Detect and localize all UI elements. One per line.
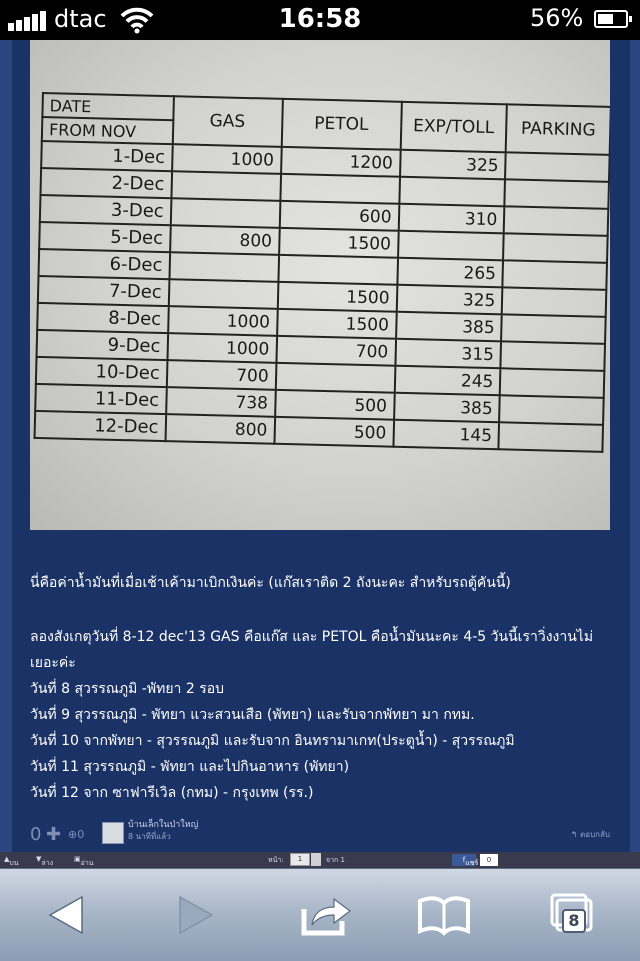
cell-parking <box>505 179 609 209</box>
cell-parking <box>499 422 603 452</box>
page-select[interactable]: 1 <box>290 853 310 866</box>
scroll-top-button[interactable]: ▲ บน <box>4 855 19 867</box>
cell-gas: 700 <box>166 360 276 390</box>
cell-petol <box>280 174 400 204</box>
cell-date: 11-Dec <box>35 384 166 414</box>
post-line: ลองสังเกตุวันที่ 8-12 dec'13 GAS คือแก๊ส และ PETOL คือน้ำมันนะคะ 4-5 วันนี้เราวิ่งงานไม่ <box>30 629 594 645</box>
webpage[interactable] <box>0 40 640 868</box>
header-petol: PETOL <box>281 99 401 150</box>
cell-parking <box>503 260 607 290</box>
cell-gas: 800 <box>170 225 280 255</box>
post-line: วันที่ 12 จาก ซาฟารีเวิล (กทม) - กรุงเทพ (รร.) <box>30 785 314 801</box>
cell-gas: 1000 <box>168 306 278 336</box>
cell-petol: 500 <box>275 390 395 420</box>
tabs-button[interactable] <box>544 887 600 943</box>
cell-date: 3-Dec <box>40 195 171 225</box>
reply-button[interactable]: ↰ ตอบกลับ <box>570 830 610 839</box>
battery-icon <box>594 10 628 28</box>
cell-gas <box>171 171 281 201</box>
cell-parking <box>500 368 604 398</box>
cell-petol: 500 <box>274 417 394 447</box>
cell-exp <box>398 231 504 261</box>
page-margin-left <box>0 40 19 868</box>
vote-count: 0 <box>30 824 42 845</box>
cell-date: 2-Dec <box>40 168 171 198</box>
cell-petol: 600 <box>279 201 399 231</box>
header-date: DATE <box>42 93 173 120</box>
page-total: จาก 1 <box>326 856 345 864</box>
share-icon <box>298 887 354 943</box>
cell-exp: 310 <box>398 204 504 234</box>
post-body <box>30 570 630 806</box>
cell-gas <box>170 198 280 228</box>
cell-petol: 1500 <box>277 282 397 312</box>
post-meta <box>30 820 610 850</box>
post-line: วันที่ 11 สุวรรณภูมิ - พัทยา และไปกินอาหาร (พัทยา) <box>30 759 350 775</box>
post-time: 8 นาทีที่แล้ว <box>128 832 171 841</box>
cell-exp: 325 <box>400 150 506 180</box>
cell-date: 1-Dec <box>41 141 172 171</box>
back-arrow-icon <box>44 887 88 943</box>
avatar[interactable] <box>102 822 124 844</box>
cell-gas <box>168 279 278 309</box>
cell-petol: 1500 <box>277 309 397 339</box>
cell-exp: 245 <box>394 366 500 396</box>
header-exp-toll: EXP/TOLL <box>400 102 507 153</box>
post-photo[interactable] <box>30 40 610 530</box>
post-line: วันที่ 8 สุวรรณภูมิ -พัทยา 2 รอบ <box>30 681 225 697</box>
header-parking: PARKING <box>506 104 610 155</box>
share-button[interactable] <box>298 887 354 943</box>
page-dropdown-icon[interactable] <box>311 853 321 866</box>
cell-exp: 145 <box>393 420 499 450</box>
forward-button[interactable] <box>174 887 218 943</box>
comment-count: ⊕0 <box>68 828 85 841</box>
cell-gas: 1000 <box>167 333 277 363</box>
expense-sheet <box>31 92 610 530</box>
cell-parking <box>503 233 607 263</box>
cell-gas <box>169 252 279 282</box>
expense-rows <box>35 141 610 452</box>
cell-petol: 700 <box>276 336 396 366</box>
scroll-bottom-button[interactable]: ▼ ล่าง <box>36 855 54 867</box>
cell-exp: 265 <box>397 258 503 288</box>
plus-vote-icon[interactable]: ✚ <box>46 824 62 845</box>
cell-parking <box>499 395 603 425</box>
header-from-nov: FROM NOV <box>42 117 173 144</box>
cell-petol: 1500 <box>279 228 399 258</box>
cell-exp: 385 <box>396 312 502 342</box>
page-margin-right <box>630 40 640 868</box>
post-line: วันที่ 10 จากพัทยา - สุวรรณภูมิ และรับจาก อินทรามาเกท(ประตูน้ำ) - สุวรรณภูมิ <box>30 733 515 749</box>
cell-gas: 738 <box>166 387 276 417</box>
cell-petol <box>278 255 398 285</box>
owner-only-link[interactable]: ▣ อ่าน <box>74 855 94 867</box>
cell-exp: 385 <box>394 393 500 423</box>
cell-gas: 1000 <box>172 144 282 174</box>
cell-date: 5-Dec <box>39 222 170 252</box>
cell-parking <box>502 287 606 317</box>
safari-toolbar <box>0 868 640 961</box>
cell-date: 10-Dec <box>36 357 167 387</box>
post-line: เยอะค่ะ <box>30 655 76 671</box>
cell-date: 9-Dec <box>37 330 168 360</box>
battery-percent: 56% <box>530 4 584 32</box>
page-label: หน้า: <box>268 856 284 864</box>
post-line: วันที่ 9 สุวรรณภูมิ - พัทยา แวะสวนเสือ (พัทยา) และรับจากพัทยา มา กทม. <box>30 707 475 723</box>
cell-gas: 800 <box>165 414 275 444</box>
cell-exp: 325 <box>396 285 502 315</box>
header-gas: GAS <box>172 96 282 147</box>
author-name[interactable]: บ้านเล็กในป่าใหญ่ <box>128 820 199 830</box>
facebook-share-button[interactable]: f แชร์ <box>452 854 476 866</box>
cell-exp <box>399 177 505 207</box>
cell-petol <box>275 363 395 393</box>
cell-parking <box>505 152 609 182</box>
cell-date: 7-Dec <box>38 276 169 306</box>
book-icon <box>416 887 472 943</box>
thread-footer-bar <box>0 852 640 868</box>
cell-parking <box>504 206 608 236</box>
cell-parking <box>501 341 605 371</box>
post-line: นี่คือค่าน้ำมันที่เมื่อเช้าเค้ามาเบิกเงินค่ะ (แก๊สเราติด 2 ถังนะคะ สำหรับรถตู้คันนี้) <box>30 575 511 591</box>
carrier-name: dtac <box>54 5 107 33</box>
forward-arrow-icon <box>174 887 218 943</box>
cell-date: 8-Dec <box>37 303 168 333</box>
tab-count: 8 <box>562 909 586 933</box>
clock: 16:58 <box>278 4 362 34</box>
cell-petol: 1200 <box>281 147 401 177</box>
cell-date: 12-Dec <box>35 411 166 441</box>
share-count: 0 <box>480 854 498 866</box>
bookmarks-button[interactable] <box>416 887 472 943</box>
cell-exp: 315 <box>395 339 501 369</box>
cell-parking <box>501 314 605 344</box>
status-bar <box>0 0 640 40</box>
cell-date: 6-Dec <box>39 249 170 279</box>
back-button[interactable] <box>44 887 88 943</box>
expense-table <box>34 92 610 453</box>
